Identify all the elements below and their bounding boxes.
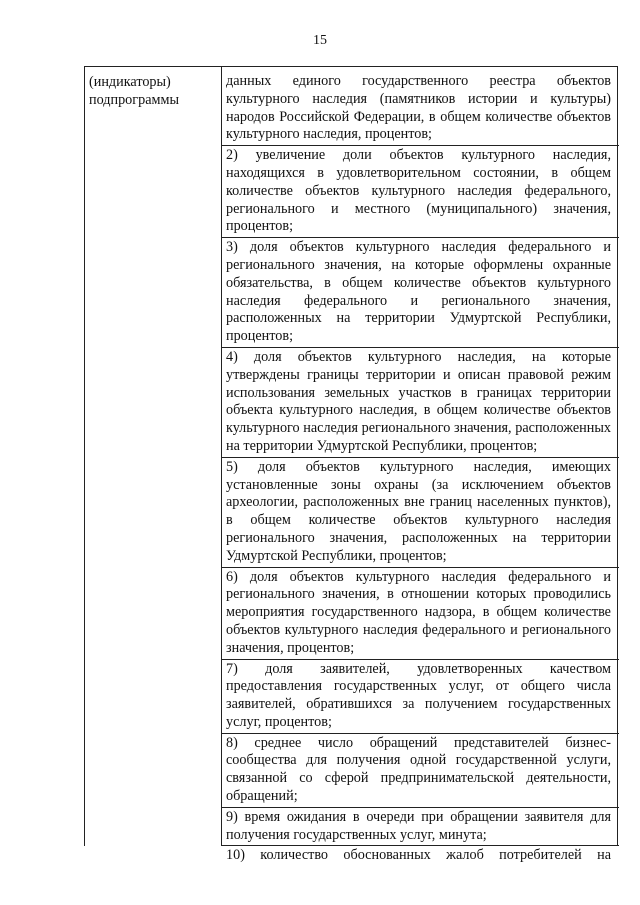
paragraph-separator	[221, 807, 619, 808]
indicator-paragraph-8: 8) среднее число обращений представителей бизнес-сообщества для получения одной государственной услуги, связанной со сферой предпринимательской деятельности, обращений;	[226, 734, 611, 805]
paragraph-separator	[221, 845, 619, 846]
paragraph-separator	[221, 567, 619, 568]
indicator-paragraph-5: 5) доля объектов культурного наследия, имеющих установленные зоны охраны (за исключением объектов археологии, расположенных вне границ населенных пунктов), в общем количестве объектов культурного наследия регионального значения, расположенных на территории Удмуртской Республики, процентов;	[226, 458, 611, 564]
row-header-cell	[89, 73, 217, 109]
indicator-paragraph-9: 9) время ожидания в очереди при обращении заявителя для получения государственных услуг, минута;	[226, 808, 611, 843]
indicator-paragraph-7: 7) доля заявителей, удовлетворенных качеством предоставления государственных услуг, от общего числа заявителей, обратившихся за получением государственных услуг, процентов;	[226, 660, 611, 730]
paragraph-separator	[221, 733, 619, 734]
indicator-paragraph-6: 6) доля объектов культурного наследия федерального и регионального значения, в отношении которых проводились мероприятия государственного надзора, в общем количестве объектов культурного наследия федерального и регионального значения, процентов;	[226, 568, 611, 656]
indicator-paragraph-1: данных единого государственного реестра объектов культурного наследия (памятников истории и культуры) народов Российской Федерации, в общем количестве объектов культурного наследия, процентов;	[226, 73, 611, 143]
page-number: 15	[313, 33, 327, 48]
paragraph-separator	[221, 457, 619, 458]
indicators-cell	[226, 73, 611, 865]
paragraph-separator	[221, 237, 619, 238]
paragraph-separator	[221, 659, 619, 660]
indicator-paragraph-3: 3) доля объектов культурного наследия федерального и регионального значения, на которые оформлены охранные обязательства, в общем количестве объектов культурного наследия федерального и регионального значения, расположенных на территории Удмуртской Республики, процентов;	[226, 239, 611, 345]
indicator-paragraph-2: 2) увеличение доли объектов культурного наследия, находящихся в удовлетворительном состоянии, в общем количестве объектов культурного наследия федерального, регионального и местного (муниципального) значения, процентов;	[226, 147, 611, 235]
indicator-paragraph-4: 4) доля объектов культурного наследия, на которые утверждены границы территории и описан правовой режим использования земельных участков в границах территории объекта культурного наследия, в общем количестве объектов культурного наследия регионального значения, расположенных на территории Удмуртской Республики, процентов;	[226, 348, 611, 454]
row-header-line-1: (индикаторы)	[89, 74, 171, 90]
paragraph-separator	[221, 145, 619, 146]
paragraph-separator	[221, 347, 619, 348]
indicator-paragraph-10: 10) количество обоснованных жалоб потребителей на	[226, 847, 611, 864]
row-header-line-2: подпрограммы	[89, 92, 179, 108]
indicators-table	[84, 66, 618, 864]
